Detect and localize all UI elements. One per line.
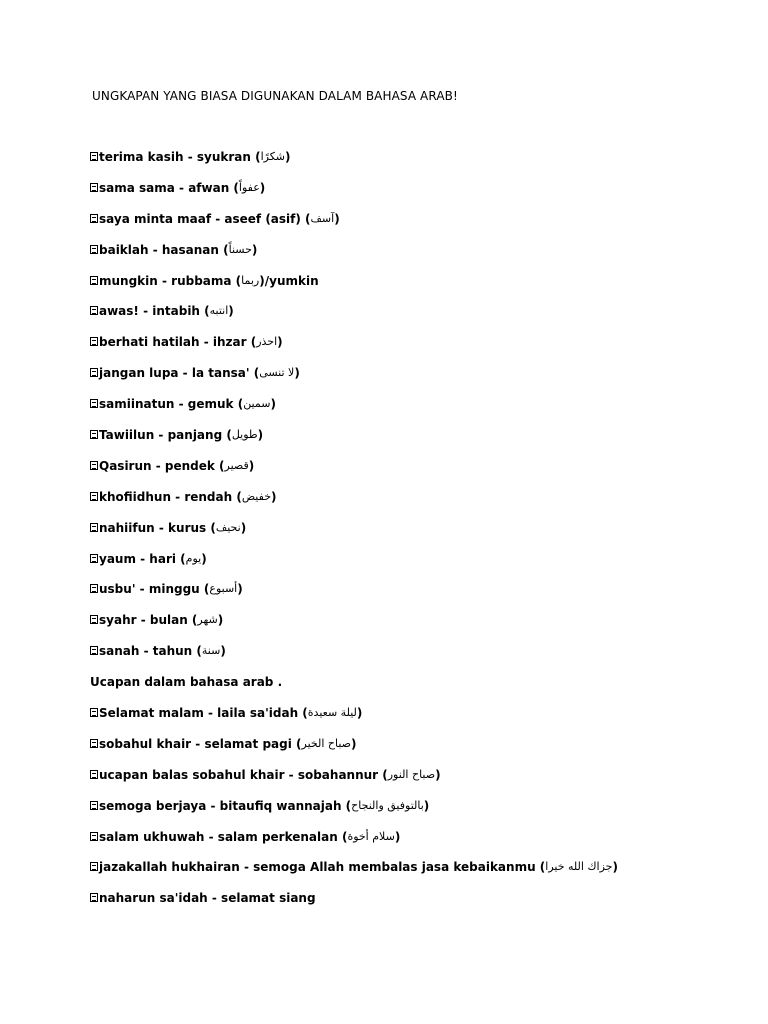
arabic-text: عفواً <box>238 180 260 194</box>
phrase-item <box>90 457 750 488</box>
phrase-text: baiklah - hasanan ( <box>99 242 229 257</box>
phrase-suffix: )/yumkin <box>259 273 319 288</box>
bullet-box-icon <box>90 708 98 717</box>
arabic-text: ليلة سعيدة <box>307 706 357 720</box>
arabic-text: صباح الخير <box>301 736 352 750</box>
phrase-text: usbu' - minggu ( <box>99 582 210 597</box>
phrase-suffix: ) <box>248 458 255 473</box>
phrase-suffix: ) <box>277 335 283 350</box>
bullet-box-icon <box>90 584 98 593</box>
phrase-suffix: ) <box>201 551 207 566</box>
phrase-suffix: ) <box>270 397 276 412</box>
bullet-box-icon <box>90 492 98 501</box>
phrase-item <box>90 488 750 519</box>
bullet-box-icon <box>90 832 98 841</box>
phrase-item <box>90 241 750 272</box>
arabic-text: احذر <box>256 335 278 349</box>
phrase-item <box>90 858 750 889</box>
arabic-text: شهر <box>197 613 218 627</box>
phrase-suffix: ) <box>334 211 340 226</box>
phrase-item <box>90 704 750 735</box>
phrase-text: Selamat malam - laila sa'idah ( <box>99 706 308 721</box>
bullet-box-icon <box>90 337 98 346</box>
phrase-text: naharun sa'idah - selamat siang <box>99 891 316 906</box>
phrase-suffix: ) <box>251 242 258 257</box>
phrase-suffix: ) <box>435 767 441 782</box>
phrase-text: Tawiilun - panjang ( <box>99 428 232 443</box>
phrase-item <box>90 611 750 642</box>
phrase-text: Ucapan dalam bahasa arab . <box>90 675 283 690</box>
phrase-text: mungkin - rubbama ( <box>99 273 242 288</box>
bullet-box-icon <box>90 554 98 563</box>
phrase-item <box>90 426 750 457</box>
phrase-suffix: ) <box>240 520 247 535</box>
arabic-text: شكرًا <box>260 150 286 163</box>
arabic-text: جزاك الله خيرا <box>545 860 613 874</box>
phrase-suffix: ) <box>220 644 226 659</box>
phrase-suffix: ) <box>423 798 430 813</box>
arabic-text: انتبه <box>209 304 229 318</box>
arabic-text: آسف <box>310 211 335 225</box>
phrase-item <box>90 210 750 241</box>
phrase-list <box>90 148 750 920</box>
phrase-text: nahiifun - kurus ( <box>99 520 216 535</box>
phrase-suffix: ) <box>394 829 401 844</box>
bullet-box-icon <box>90 523 98 532</box>
bullet-box-icon <box>90 245 98 254</box>
arabic-text: طويل <box>231 428 258 442</box>
arabic-text: يوم <box>185 551 202 565</box>
arabic-text: أسبوع <box>209 582 238 596</box>
phrase-suffix: ) <box>294 366 300 381</box>
phrase-text: saya minta maaf - aseef (asif) ( <box>99 211 311 226</box>
phrase-suffix: ) <box>271 489 277 504</box>
arabic-text: لا تنسى <box>259 366 295 380</box>
phrase-suffix: ) <box>228 304 234 319</box>
phrase-text: terima kasih - syukran ( <box>99 150 261 164</box>
phrase-item <box>90 148 750 179</box>
bullet-box-icon <box>90 276 98 285</box>
phrase-suffix: ) <box>257 428 264 443</box>
phrase-item <box>90 580 750 611</box>
phrase-text: samiinatun - gemuk ( <box>99 397 244 412</box>
phrase-text: yaum - hari ( <box>99 551 186 566</box>
bullet-box-icon <box>90 430 98 439</box>
arabic-text: نحيف <box>215 520 241 534</box>
phrase-item <box>90 179 750 210</box>
phrase-item <box>90 333 750 364</box>
phrase-text: berhati hatilah - ihzar ( <box>99 335 257 350</box>
bullet-box-icon <box>90 893 98 902</box>
phrase-text: awas! - intabih ( <box>99 304 210 319</box>
bullet-box-icon <box>90 214 98 223</box>
phrase-item <box>90 519 750 550</box>
arabic-text: قصير <box>224 458 249 472</box>
phrase-suffix: ) <box>237 582 243 597</box>
page-title: UNGKAPAN YANG BIASA DIGUNAKAN DALAM BAHASA ARAB! <box>92 89 458 103</box>
bullet-box-icon <box>90 801 98 810</box>
bullet-box-icon <box>90 646 98 655</box>
phrase-text: ucapan balas sobahul khair - sobahannur ( <box>99 767 388 782</box>
phrase-item <box>90 550 750 581</box>
bullet-box-icon <box>90 306 98 315</box>
phrase-item <box>90 735 750 766</box>
phrase-suffix: ) <box>351 736 357 751</box>
bullet-box-icon <box>90 739 98 748</box>
phrase-suffix: ) <box>217 613 224 628</box>
phrase-text: sama sama - afwan ( <box>99 180 239 195</box>
phrase-text: semoga berjaya - bitaufiq wannajah ( <box>99 798 352 813</box>
bullet-box-icon <box>90 461 98 470</box>
phrase-suffix: ) <box>612 860 618 875</box>
phrase-item <box>90 828 750 859</box>
bullet-box-icon <box>90 770 98 779</box>
bullet-box-icon <box>90 152 98 161</box>
bullet-box-icon <box>90 862 98 871</box>
phrase-item <box>90 364 750 395</box>
phrase-item <box>90 642 750 673</box>
bullet-box-icon <box>90 615 98 624</box>
arabic-text: صباح النور <box>387 767 436 781</box>
bullet-box-icon <box>90 183 98 192</box>
arabic-text: بالتوفيق والنجاح <box>351 798 424 812</box>
section-heading <box>90 673 750 704</box>
phrase-item <box>90 797 750 828</box>
phrase-text: sobahul khair - selamat pagi ( <box>99 736 302 751</box>
bullet-box-icon <box>90 368 98 377</box>
arabic-text: حسناً <box>228 242 252 256</box>
phrase-text: Qasirun - pendek ( <box>99 458 225 473</box>
phrase-suffix: ) <box>356 706 363 721</box>
phrase-text: syahr - bulan ( <box>99 613 198 628</box>
arabic-text: سمين <box>243 397 271 411</box>
phrase-text: khofiidhun - rendah ( <box>99 489 242 504</box>
phrase-text: sanah - tahun ( <box>99 644 202 659</box>
phrase-item <box>90 272 750 303</box>
phrase-text: salam ukhuwah - salam perkenalan ( <box>99 829 348 844</box>
phrase-suffix: ) <box>285 150 291 164</box>
phrase-suffix: ) <box>259 180 266 195</box>
arabic-text: خفيض <box>241 489 271 503</box>
bullet-box-icon <box>90 399 98 408</box>
phrase-item <box>90 766 750 797</box>
phrase-item <box>90 395 750 426</box>
phrase-text: jangan lupa - la tansa' ( <box>99 366 260 381</box>
arabic-text: ربما <box>241 273 260 287</box>
phrase-text: jazakallah hukhairan - semoga Allah membalas jasa kebaikanmu ( <box>99 860 546 875</box>
phrase-item <box>90 302 750 333</box>
arabic-text: سلام أخوة <box>347 829 395 843</box>
arabic-text: سنة <box>201 644 221 658</box>
phrase-item <box>90 889 750 920</box>
